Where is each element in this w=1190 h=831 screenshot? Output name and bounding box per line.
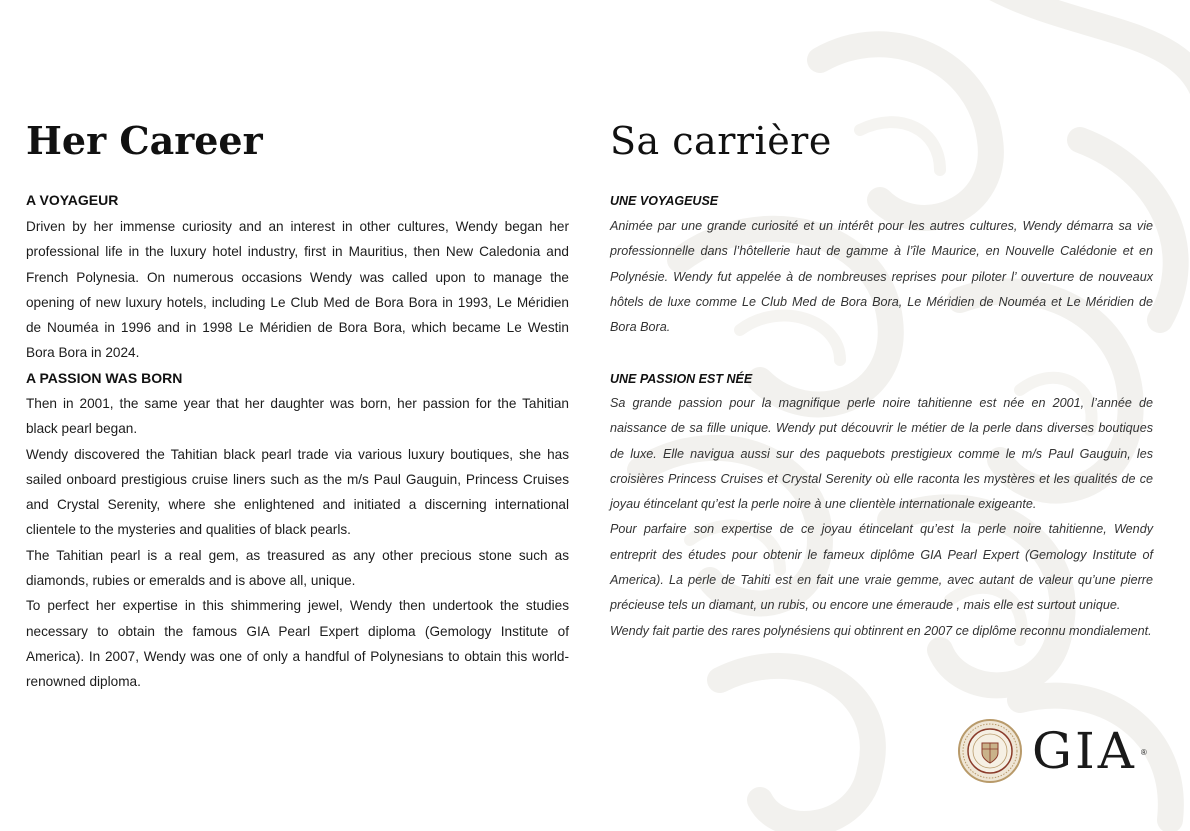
english-section2-body	[26, 391, 569, 695]
french-section1-body	[610, 214, 1153, 340]
english-paragraph: Then in 2001, the same year that her daughter was born, her passion for the Tahitian black pearl began.	[26, 396, 569, 437]
gia-seal-icon	[958, 719, 1022, 783]
english-section2-heading: A PASSION WAS BORN	[26, 370, 183, 386]
french-paragraph: Pour parfaire son expertise de ce joyau étincelant qu’est la perle noire tahitienne, Wendy entreprit des études pour obtenir le fameux diplôme GIA Pearl Expert (Gemology Institute of America). La perle de Tahiti est en fait une vraie gemme, avec autant de valeur qu’une pierre précieuse tels un diamant, un rubis, ou encore une émeraude , mais elle est surtout unique.	[610, 522, 1153, 613]
french-title: Sa carrière	[610, 119, 832, 163]
english-title: Her Career	[26, 118, 263, 163]
english-section1-body	[26, 214, 569, 366]
french-section2-heading: UNE PASSION EST NÉE	[610, 372, 753, 386]
french-section2-body	[610, 391, 1153, 644]
french-paragraph: Sa grande passion pour la magnifique perle noire tahitienne est née en 2001, l’année de naissance de sa fille unique. Wendy put découvrir le métier de la perle dans diverses boutiques de luxe. Elle navigua aussi sur des paquebots prestigieux comme le m/s Paul Gauguin, les croisières Princess Cruises et Crystal Serenity où elle raconta les mystères et les qualités de ce joyau étincelant qu’est la perle noire à une clientèle internationale exigeante.	[610, 396, 1153, 512]
french-section1-heading: UNE VOYAGEUSE	[610, 194, 719, 208]
french-section1-paragraph: Animée par une grande curiosité et un intérêt pour les autres cultures, Wendy démarra sa vie professionnelle dans l’hôtellerie haut de gamme à l’île Maurice, en Nouvelle Calédonie et en Polynésie. Wendy fut appelée à de nombreuses reprises pour piloter l’ ouverture de nouveaux hôtels de luxe comme Le Club Med de Bora Bora, Le Méridien de Nouméa et Le Méridien de Bora Bora.	[610, 219, 1153, 335]
french-paragraph: Wendy fait partie des rares polynésiens qui obtinrent en 2007 ce diplôme reconnu mondialement.	[610, 623, 1152, 638]
gia-logo	[958, 718, 1147, 784]
english-section1-paragraph: Driven by her immense curiosity and an interest in other cultures, Wendy began her professional life in the luxury hotel industry, first in Mauritius, then New Caledonia and French Polynesia. On numerous occasions Wendy was called upon to manage the opening of new luxury hotels, including Le Club Med de Bora Bora in 1993, Le Méridien de Nouméa in 1996 and in 1998 Le Méridien de Bora Bora, which became Le Westin Bora Bora in 2024.	[26, 219, 569, 361]
registered-mark: ®	[1140, 748, 1147, 757]
english-paragraph: The Tahitian pearl is a real gem, as treasured as any other precious stone such as diamonds, rubies or emeralds and is above all, unique.	[26, 547, 569, 589]
english-paragraph: To perfect her expertise in this shimmering jewel, Wendy then undertook the studies necessary to obtain the famous GIA Pearl Expert diploma (Gemology Institute of America). In 2007, Wendy was one of only a handful of Polynesians to obtain this world-renowned diploma.	[26, 598, 569, 690]
gia-wordmark-text: GIA	[1032, 722, 1137, 780]
english-section1-heading: A VOYAGEUR	[26, 192, 119, 208]
english-paragraph: Wendy discovered the Tahitian black pearl trade via various luxury boutiques, she has sailed onboard prestigious cruise liners such as the m/s Paul Gauguin, Princess Cruises and Crystal Serenity, where she enlightened and initiated a discerning international clientele to the mysteries and qualities of black pearls.	[26, 446, 569, 538]
gia-wordmark	[1032, 722, 1147, 780]
